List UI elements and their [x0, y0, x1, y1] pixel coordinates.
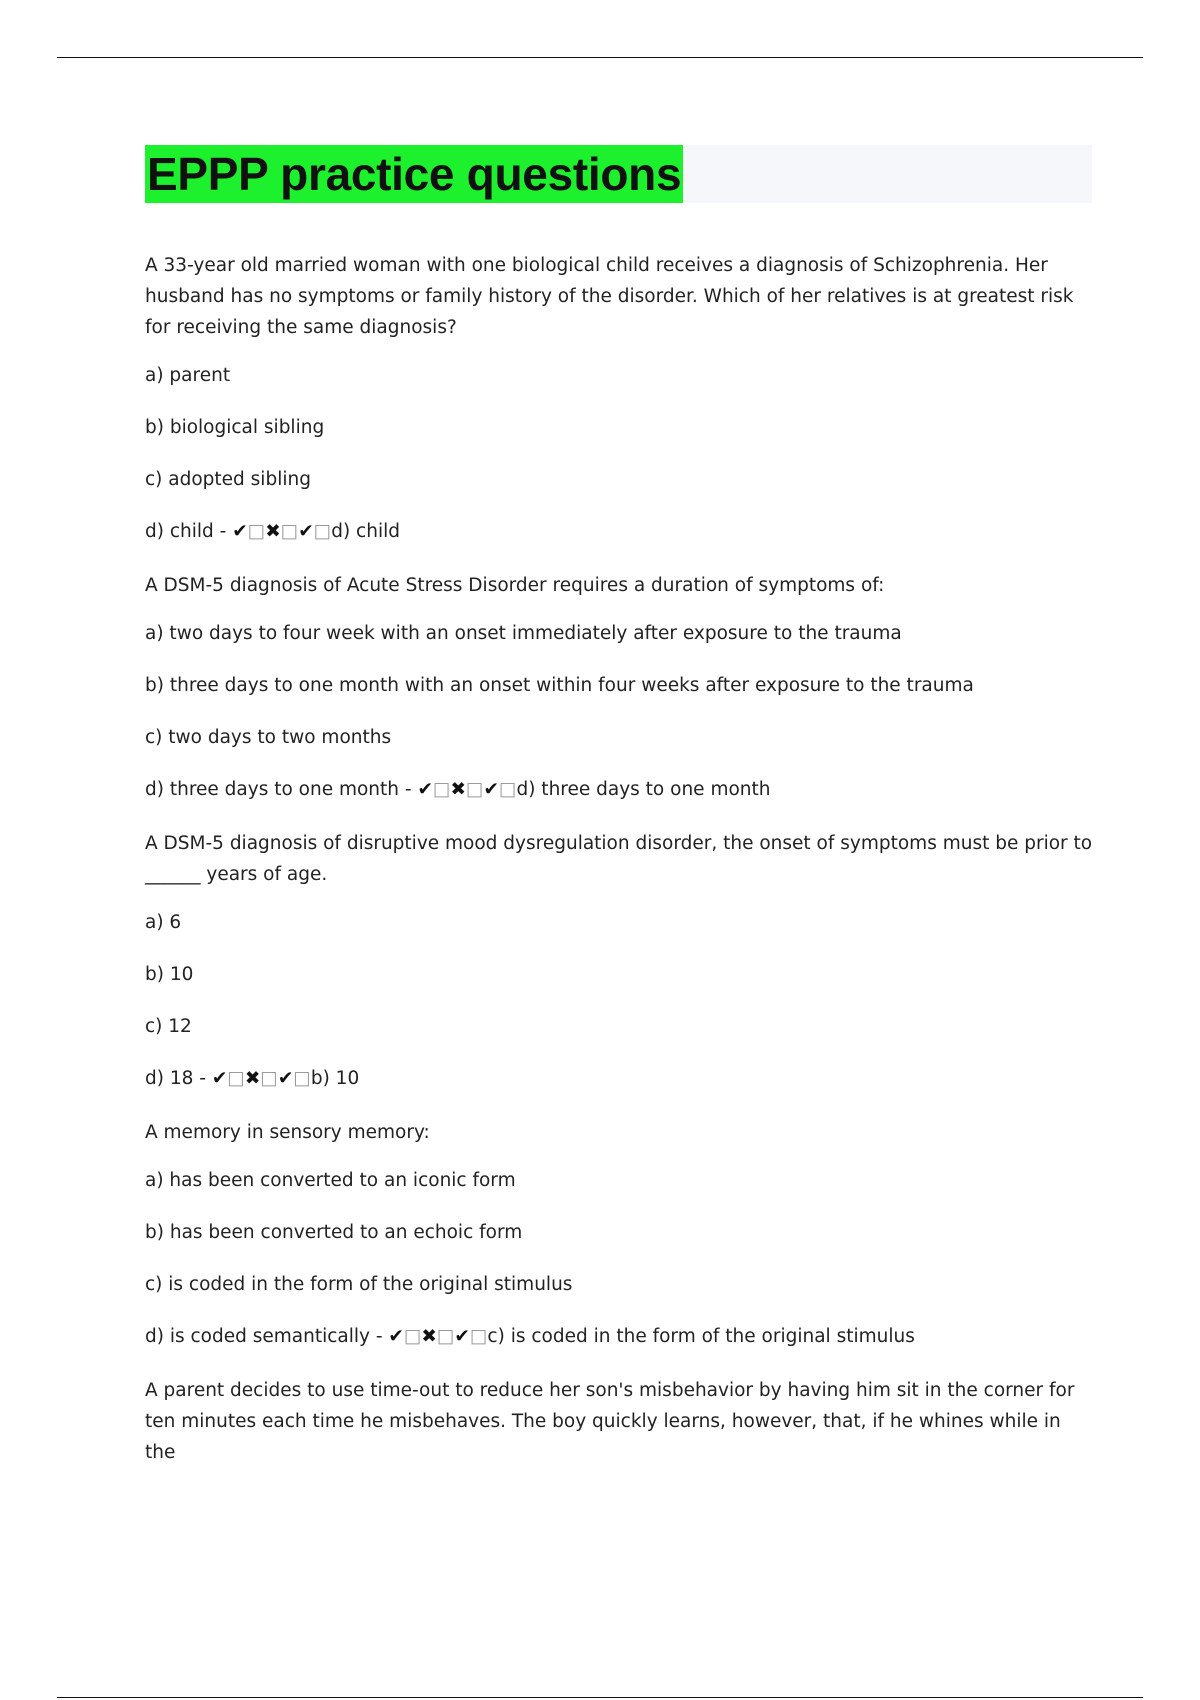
box-icon: □	[432, 779, 451, 800]
answer-line	[145, 518, 1095, 545]
answer-option: b) biological sibling	[145, 417, 325, 438]
answer-marks	[388, 1326, 487, 1347]
box-icon: □	[260, 1068, 278, 1089]
answer-option: c) two days to two months	[145, 727, 392, 748]
box-icon: □	[469, 1326, 488, 1347]
answer-option: d) 18 -	[145, 1068, 206, 1089]
check-icon: ✔	[454, 1326, 470, 1347]
answer-option: d) is coded semantically -	[145, 1326, 383, 1347]
cross-icon: ✖	[450, 779, 466, 800]
check-icon: ✔	[232, 521, 248, 542]
box-icon: □	[403, 1326, 422, 1347]
cross-icon: ✖	[421, 1326, 437, 1347]
cross-icon: ✖	[265, 521, 281, 542]
box-icon: □	[465, 779, 484, 800]
header-rule	[57, 57, 1143, 58]
answer-option: c) is coded in the form of the original stimulus	[145, 1274, 573, 1295]
footer-rule	[57, 1697, 1143, 1698]
answer-option: b) has been converted to an echoic form	[145, 1222, 523, 1243]
question-text: A parent decides to use time-out to reduce her son's misbehavior by having him sit in the corner for ten minutes each time he misbehaves. The boy quickly learns, however, that, if he whines while in the	[145, 1380, 1075, 1463]
box-icon: □	[227, 1068, 245, 1089]
box-icon: □	[313, 521, 332, 542]
document-title: EPPP practice questions	[145, 145, 683, 203]
correct-answer: b) 10	[310, 1068, 360, 1089]
answer-option: a) two days to four week with an onset immediately after exposure to the trauma	[145, 623, 902, 644]
answer-option: b) three days to one month with an onset within four weeks after exposure to the trauma	[145, 675, 974, 696]
answer-line	[145, 1323, 1095, 1350]
box-icon: □	[293, 1068, 311, 1089]
answer-option: d) three days to one month -	[145, 779, 412, 800]
cross-icon: ✖	[244, 1068, 261, 1089]
correct-answer: d) three days to one month	[516, 779, 771, 800]
box-icon: □	[498, 779, 517, 800]
answer-line	[145, 1065, 1095, 1092]
question-text: A 33-year old married woman with one biological child receives a diagnosis of Schizophrenia. Her husband has no symptoms or family history of the disorder. Which of her relatives is at greatest risk for receiving the same diagnosis?	[145, 255, 1074, 338]
box-icon: □	[436, 1326, 455, 1347]
answer-marks	[232, 521, 331, 542]
correct-answer: c) is coded in the form of the original stimulus	[487, 1326, 915, 1347]
box-icon: □	[247, 521, 266, 542]
check-icon: ✔	[417, 779, 433, 800]
answer-line	[145, 776, 1095, 803]
answer-option: c) 12	[145, 1016, 192, 1037]
question-text: A DSM-5 diagnosis of Acute Stress Disorder requires a duration of symptoms of:	[145, 575, 885, 596]
check-icon: ✔	[277, 1068, 294, 1089]
check-icon: ✔	[388, 1326, 404, 1347]
answer-marks	[417, 779, 516, 800]
answer-option: a) has been converted to an iconic form	[145, 1170, 516, 1191]
answer-option: a) 6	[145, 912, 182, 933]
box-icon: □	[280, 521, 299, 542]
answer-option: a) parent	[145, 365, 231, 386]
answer-option: d) child -	[145, 521, 227, 542]
check-icon: ✔	[298, 521, 314, 542]
answer-option: c) adopted sibling	[145, 469, 311, 490]
answer-option: b) 10	[145, 964, 194, 985]
check-icon: ✔	[211, 1068, 228, 1089]
question-text: A DSM-5 diagnosis of disruptive mood dysregulation disorder, the onset of symptoms must be prior to ______ years of age.	[145, 833, 1093, 885]
question-text: A memory in sensory memory:	[145, 1122, 430, 1143]
correct-answer: d) child	[331, 521, 400, 542]
check-icon: ✔	[483, 779, 499, 800]
answer-marks	[212, 1068, 311, 1089]
document-body	[145, 250, 1095, 1487]
